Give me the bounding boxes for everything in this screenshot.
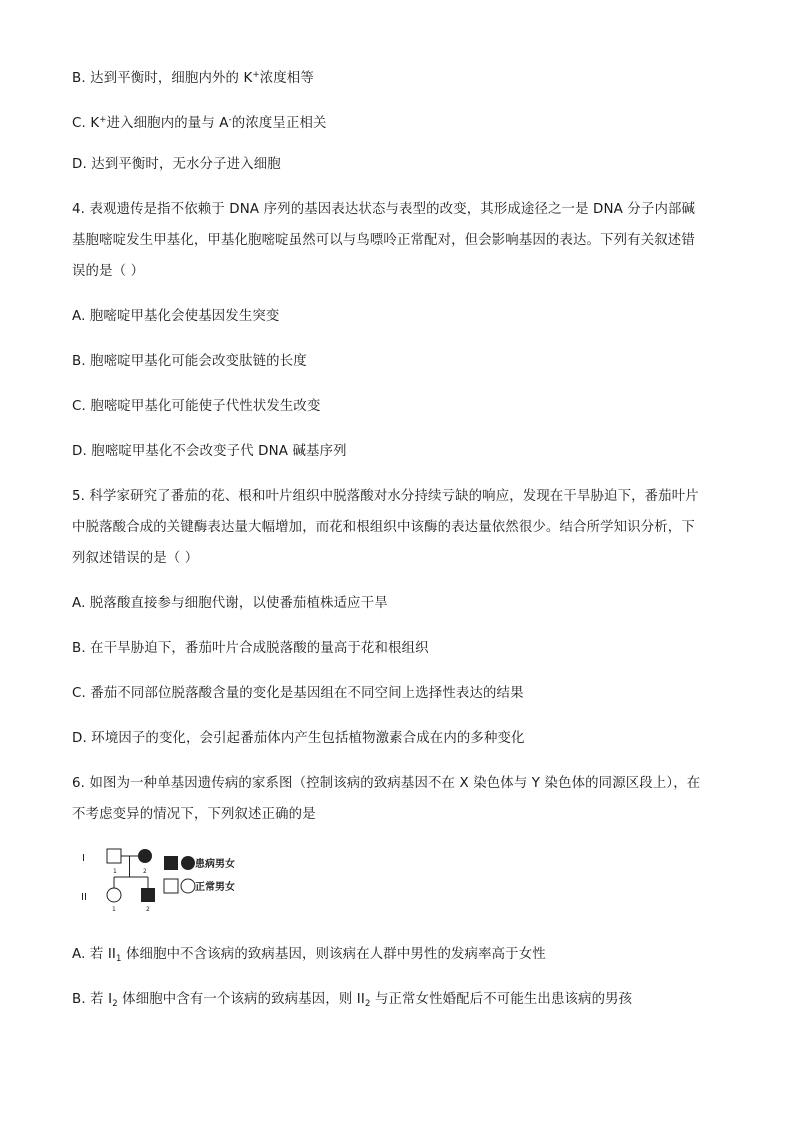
- text-run: 浓度相等: [259, 71, 314, 86]
- text-run: B. 达到平衡时，细胞内外的 K: [72, 71, 253, 86]
- text-run: 4. 表观遗传是指不依赖于 DNA 序列的基因表达状态与表型的改变，其形成途径之一是 DNA 分子内部碱: [72, 202, 696, 217]
- text-run: A. 胞嘧啶甲基化会使基因发生突变: [72, 309, 280, 324]
- text-line-q4c: [72, 398, 321, 416]
- text-line-q5-l3: [72, 550, 198, 568]
- generation-label-1: I: [82, 853, 85, 864]
- gen2-male-affected: [141, 888, 155, 902]
- text-run: -: [228, 115, 232, 125]
- text-line-q4d: [72, 443, 347, 461]
- text-run: D. 达到平衡时，无水分子进入细胞: [72, 157, 281, 172]
- gen1-male-normal: [107, 849, 121, 863]
- text-line-q4a: [72, 308, 279, 326]
- text-line-q6b: [72, 991, 632, 1013]
- text-run: A. 脱落酸直接参与细胞代谢，以使番茄植株适应干旱: [72, 596, 388, 611]
- text-run: 进入细胞内的量与 A: [106, 116, 229, 131]
- gen2-female-normal: [107, 888, 121, 902]
- text-run: +: [99, 115, 107, 125]
- text-run: 体细胞中不含该病的致病基因，则该病在人群中男性的发病率高于女性: [121, 947, 546, 962]
- text-line-q4-l2: [72, 232, 695, 250]
- text-line-q5a: [72, 595, 388, 613]
- text-line-q3c: [72, 111, 327, 133]
- legend-female-affected: [181, 856, 195, 870]
- text-run: C. K: [72, 116, 100, 131]
- text-line-q5-l1: [72, 488, 699, 506]
- gen1-female-affected: [138, 849, 152, 863]
- text-run: 中脱落酸合成的关键酶表达量大幅增加，而花和根组织中该酶的表达量依然很少。结合所学知识分析，下: [72, 520, 695, 535]
- text-run: D. 胞嘧啶甲基化不会改变子代 DNA 碱基序列: [72, 444, 347, 459]
- text-run: 5. 科学家研究了番茄的花、根和叶片组织中脱落酸对水分持续亏缺的响应，发现在干旱胁迫下，番茄叶片: [72, 489, 699, 504]
- text-line-q3d: [72, 156, 281, 174]
- text-line-q5-l2: [72, 519, 695, 537]
- gen2-ind-2-number: 2: [146, 906, 150, 913]
- gen2-ind-1-number: 1: [112, 906, 116, 913]
- legend-normal-label: 正常男女: [195, 882, 235, 893]
- text-run: 体细胞中含有一个该病的致病基因，则 II: [117, 992, 365, 1007]
- text-run: C. 胞嘧啶甲基化可能使子代性状发生改变: [72, 399, 321, 414]
- text-line-q6-l1: [72, 775, 700, 793]
- text-run: 与正常女性婚配后不可能生出患该病的男孩: [370, 992, 633, 1007]
- legend-male-normal: [164, 879, 178, 893]
- text-run: A. 若 II: [72, 947, 117, 962]
- text-run: 列叙述错误的是（ ）: [72, 551, 199, 566]
- text-line-q6a: [72, 946, 546, 968]
- text-line-q3b: [72, 66, 314, 88]
- text-run: 1: [116, 954, 122, 964]
- text-line-q5b: [72, 640, 429, 658]
- text-run: 基胞嘧啶发生甲基化，甲基化胞嘧啶虽然可以与鸟嘌呤正常配对，但会影响基因的表达。下列有关叙述错: [72, 233, 695, 248]
- text-line-q4-l3: [72, 263, 144, 281]
- text-run: C. 番茄不同部位脱落酸含量的变化是基因组在不同空间上选择性表达的结果: [72, 686, 524, 701]
- text-run: B. 在干旱胁迫下，番茄叶片合成脱落酸的量高于花和根组织: [72, 641, 429, 656]
- pedigree-chart: [78, 843, 268, 918]
- text-run: 误的是（ ）: [72, 264, 145, 279]
- text-run: 2: [112, 999, 118, 1009]
- legend-male-affected: [164, 856, 178, 870]
- text-line-q4-l1: [72, 201, 695, 219]
- gen1-ind-1-number: 1: [113, 868, 117, 875]
- text-line-q5d: [72, 730, 525, 748]
- text-run: +: [252, 70, 260, 80]
- legend-affected-label: 患病男女: [195, 859, 235, 870]
- text-run: 2: [364, 999, 371, 1009]
- text-run: B. 若 I: [72, 992, 113, 1007]
- text-line-q5c: [72, 685, 524, 703]
- text-run: B. 胞嘧啶甲基化可能会改变肽链的长度: [72, 354, 307, 369]
- legend-female-normal: [181, 879, 195, 893]
- text-run: 不考虑变异的情况下，下列叙述正确的是: [72, 807, 316, 822]
- generation-label-2: II: [81, 892, 87, 903]
- text-run: 的浓度呈正相关: [231, 116, 327, 131]
- text-run: D. 环境因子的变化，会引起番茄体内产生包括植物激素合成在内的多种变化: [72, 731, 525, 746]
- text-line-q4b: [72, 353, 307, 371]
- text-run: 6. 如图为一种单基因遗传病的家系图（控制该病的致病基因不在 X 染色体与 Y 染色体的同源区段上），在: [72, 776, 701, 791]
- gen1-ind-2-number: 2: [143, 868, 147, 875]
- text-line-q6-l2: [72, 806, 316, 824]
